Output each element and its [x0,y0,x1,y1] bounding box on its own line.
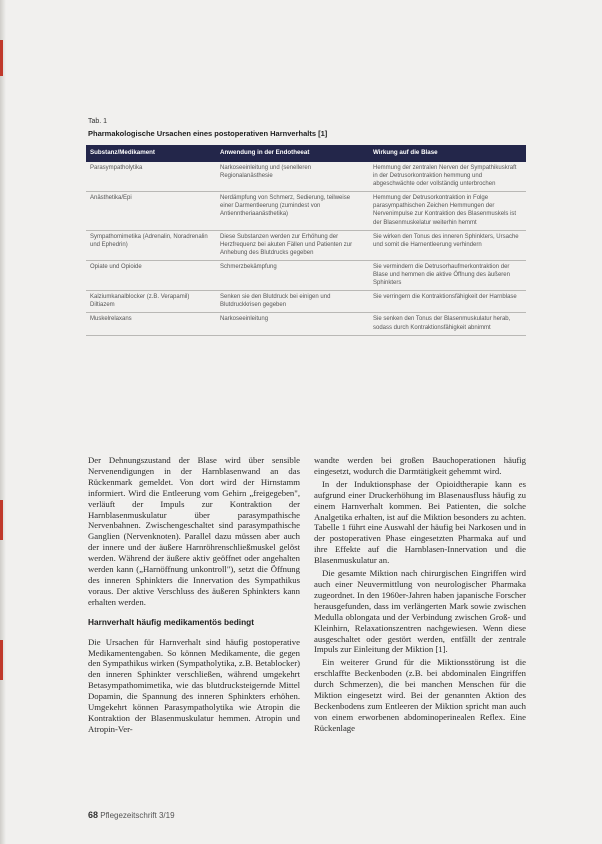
table-cell: Sie senken den Tonus der Blasenmuskulatur herab, sodass durch Kontraktionsfähigkeit abnimmt [369,313,526,335]
body-paragraph: wandte werden bei großen Bauchoperationen häufig eingesetzt, wodurch die Darmtätigkeit gehemmt wird. [314,455,526,476]
header-substance: Substanz/Medikament [86,145,216,162]
table-cell: Hemmung der Detrusorkontraktion in Folge parasympathischen Zeichen Hemmungen der Nervenimpulse zur Kontraktion des Blasenmuskels ist der Blasenmuskelatur weiterhin hemmt [369,192,526,230]
table-cell: Nerdämpfung von Schmerz, Sedierung, teilweise einer Darmentleerung (zumindest von Antienntheriaanästhetika) [216,192,369,230]
table-row [86,260,526,290]
table-title: Pharmakologische Ursachen eines postoperativen Harnverhalts [1] [88,129,328,138]
table-label: Tab. 1 [88,118,108,125]
table-row [86,162,526,192]
table-cell: Senken sie den Blutdruck bei einigen und Blutdruckkrisen gegeben [216,291,369,313]
edge-mark [0,40,3,76]
table-cell: Opiate und Opioide [86,260,216,290]
table-row [86,291,526,313]
edge-mark [0,640,3,680]
right-text-column [314,455,526,736]
header-effect: Wirkung auf die Blase [369,145,526,162]
header-application: Anwendung in der Endotheeat [216,145,369,162]
table-header-row [86,145,526,162]
table-cell: Anästhetika/Epi [86,192,216,230]
table-cell: Muskelrelaxans [86,313,216,335]
page-edge-shadow [0,0,6,844]
body-paragraph: Der Dehnungszustand der Blase wird über sensible Nervenendigungen in der Harnblasenwand an das Rückenmark gemeldet. Von dort wird der Hirnstamm informiert. Wird die Entleerung vom Gehirn „freigegeben", verläuft der Impuls zur Kontraktion der Harnblasenmuskulatur über parasympathische Nervenbahnen. Zwischengeschaltet sind parasympathische Ganglien (Nervenknoten). Parallel dazu müssen aber auch der innere und der äußere Harnröhrenschließmuskel gelöst werden. Während der äußere aktiv geöffnet oder angehalten werden kann („Harnöffnung unkontroll"), setzt die Öffnung des inneren Sphinkters die Innervation des Sympathikus voraus. Der aktive Verschluss des äußeren Sphinkters kann erhalten werden. [88,455,300,607]
table-cell: Kalziumkanalblocker (z.B. Verapamil) Diltiazem [86,291,216,313]
page-number: 68 [88,810,99,820]
table-cell: Sympathomimetika (Adrenalin, Noradrenalin und Ephedrin) [86,230,216,260]
pharmacology-table [86,145,526,336]
section-heading: Harnverhalt häufig medikamentös bedingt [88,616,254,627]
journal-name: Pflegezeitschrift 3/19 [100,811,175,820]
table-cell: Narkoseeinleitung [216,313,369,335]
page-footer [88,810,175,820]
body-paragraph: Die Ursachen für Harnverhalt sind häufig postoperative Medikamentengaben. So können Medikamente, die gegen den Sympathikus wirken (Sympatholytika, z.B. Betablocker) den inneren Sphinkter verschließen, während umgekehrt Betasympathomimetika, wie das blutdrucksteigernde Mittel Dopamin, die Spannung des inneren Sphinkters erhöhen. Umgekehrt können Parasympatholytika wie Atropin die Kontraktion der Blasenmuskulatur hemmen. Atropin und Atropin-Ver- [88,636,300,734]
left-text-column [88,455,300,737]
table-cell: Diese Substanzen werden zur Erhöhung der Herzfrequenz bei akuten Fällen und Patienten zur Anhebung des Blutdrucks gegeben [216,230,369,260]
table-cell: Schmerzbekämpfung [216,260,369,290]
body-paragraph: Die gesamte Miktion nach chirurgischen Eingriffen wird auch einer Neuvermittlung von neurologischer Pharmaka zugeordnet. In den 1960er-Jahren haben japanische Forscher herausgefunden, dass im verlängerten Mark sowie zwischen Medulla oblongata und der Verbindung zwischen Groß- und Kleinhirn, Relaxationszentren nachgewiesen. Wenn diese ausgeschaltet oder gestört werden, entfällt der zentrale Impuls zur Einleitung der Miktion [1]. [314,568,526,655]
body-paragraph: Ein weiterer Grund für die Miktionsstörung ist die erschlaffte Beckenboden (z.B. bei abdominalen Eingriffen durch Schmerzen), die bei manchen Menschen für die Miktion eingesetzt wird. Bei der genannten Aktion des Beckenbodens zum Entleeren der Miktion spricht man auch von einem erworbenen abdominoperinealen Reflex. Eine Rückenlage [314,657,526,733]
table-cell: Parasympatholytika [86,162,216,192]
table-cell: Sie vermindern die Detrusorhaufmerkontraktion der Blase und hemmen die aktive Öffnung des äußeren Sphinkters [369,260,526,290]
table-row [86,313,526,335]
table-cell: Narkoseeinleitung und (senelleren Regionalanästhesie [216,162,369,192]
table-cell: Hemmung der zentralen Nerven der Sympathikuskraft in der Detrusorkontraktion hemmung und abgeschwächte oder vollständig unterbrochen [369,162,526,192]
table-cell: Sie wirken den Tonus des inneren Sphinkters, Ursache und somit die Harnentleerung verhindern [369,230,526,260]
edge-mark [0,500,3,540]
body-paragraph: In der Induktionsphase der Opioidtherapie kann es aufgrund einer Druckerhöhung im Blasenausfluss häufig zu einem Harnverhalt kommen. Bei Patienten, die solche Analgetika erhalten, ist auf die Miktion besonders zu achten. Tabelle 1 führt eine Auswahl der häufig bei Narkosen und in der postoperativen Phase eingesetzten Pharmaka auf und ihre Effekte auf die Harnblasen-Innervation und die Blasenmuskulatur an. [314,478,526,566]
table-row [86,230,526,260]
table-cell: Sie verringern die Kontraktionsfähigkeit der Harnblase [369,291,526,313]
table-row [86,192,526,230]
